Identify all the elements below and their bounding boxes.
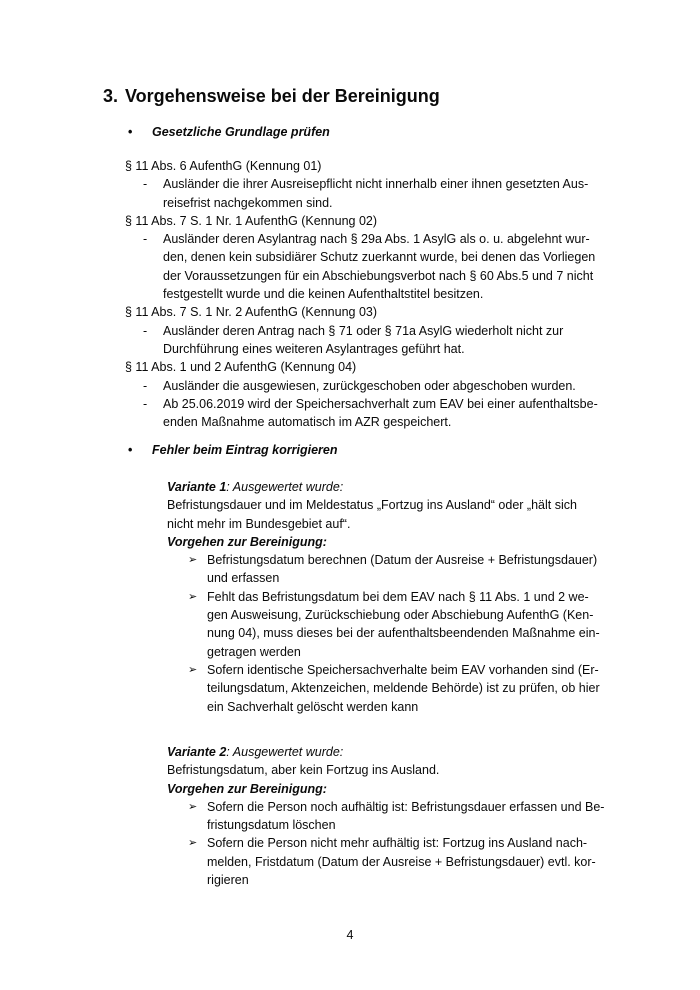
step-item: [188, 661, 700, 716]
line: Ausländer die ihrer Ausreisepflicht nicht innerhalb einer ihnen gesetzten Aus-: [163, 177, 589, 192]
list-item-text: [163, 230, 595, 303]
line: rigieren: [207, 873, 249, 888]
line: getragen werden: [207, 644, 301, 659]
variant-heading: [167, 478, 700, 496]
line: Befristungsdatum berechnen (Datum der Ausreise + Befristungsdauer): [207, 553, 598, 568]
step-text: [207, 798, 604, 835]
variant-heading: [167, 743, 700, 761]
section-heading-label: Gesetzliche Grundlage prüfen: [152, 125, 330, 139]
list-item-text: [163, 395, 598, 432]
line: Ausländer deren Asylantrag nach § 29a Abs. 1 AsylG als o. u. abgelehnt wur-: [163, 232, 590, 247]
list-item: [143, 230, 700, 303]
line: melden, Fristdatum (Datum der Ausreise + Befristungsdauer) evtl. kor-: [207, 854, 596, 869]
arrow-icon: ➢: [188, 837, 198, 850]
line: der Voraussetzungen für ein Abschiebungsverbot nach § 60 Abs.5 und 7 nicht: [163, 268, 594, 283]
variant-subtitle: : Ausgewertet wurde:: [226, 480, 344, 494]
variant-2-block: [0, 743, 700, 889]
step-text: [207, 551, 597, 588]
step-text: [207, 588, 600, 661]
page-title: [103, 85, 440, 107]
line: und erfassen: [207, 571, 280, 586]
procedure-heading: Vorgehen zur Bereinigung:: [167, 534, 327, 549]
line: Sofern identische Speichersachverhalte beim EAV vorhanden sind (Er-: [207, 662, 599, 677]
line: Ausländer die ausgewiesen, zurückgeschoben oder abgeschoben wurden.: [163, 378, 576, 393]
law-reference: § 11 Abs. 7 S. 1 Nr. 1 AufenthG (Kennung 02): [125, 213, 378, 228]
variant-label: Variante 1: [167, 480, 227, 494]
list-item: [143, 322, 700, 359]
line: Sofern die Person noch aufhältig ist: Befristungsdauer erfassen und Be-: [207, 799, 605, 814]
step-item: [188, 551, 700, 588]
arrow-icon: ➢: [188, 663, 198, 676]
list-item: [143, 175, 700, 212]
bullet-icon: •: [128, 443, 133, 457]
body-line: nicht mehr im Bundesgebiet auf“.: [167, 516, 351, 531]
line: Sofern die Person nicht mehr aufhältig ist: Fortzug ins Ausland nach-: [207, 836, 588, 851]
line: teilungsdatum, Aktenzeichen, meldende Behörde) ist zu prüfen, ob hier: [207, 681, 600, 696]
legal-basis-block: [0, 157, 700, 431]
arrow-icon: ➢: [188, 590, 198, 603]
line: Fehlt das Befristungsdatum bei dem EAV nach § 11 Abs. 1 und 2 we-: [207, 589, 589, 604]
variant-subtitle: : Ausgewertet wurde:: [226, 745, 344, 759]
line: ein Sachverhalt gelöscht werden kann: [207, 699, 419, 714]
arrow-icon: ➢: [188, 554, 198, 567]
line: reisefrist nachgekommen sind.: [163, 195, 333, 210]
list-item-text: [163, 322, 563, 359]
body-line: Befristungsdauer und im Meldestatus „Fortzug ins Ausland“ oder „hält sich: [167, 498, 577, 513]
section-heading-legal: [128, 123, 330, 141]
heading-text: Vorgehensweise bei der Bereinigung: [125, 86, 440, 106]
line: Ausländer deren Antrag nach § 71 oder § 71a AsylG wiederholt nicht zur: [163, 323, 564, 338]
dash-icon: -: [143, 378, 148, 393]
line: Ab 25.06.2019 wird der Speichersachverhalt zum EAV bei einer aufenthaltsbe-: [163, 396, 598, 411]
line: gen Ausweisung, Zurückschiebung oder Abschiebung AufenthG (Ken-: [207, 608, 594, 623]
dash-icon: -: [143, 177, 148, 192]
dash-icon: -: [143, 396, 148, 411]
list-item-text: [163, 175, 588, 212]
body-line: Befristungsdatum, aber kein Fortzug ins Ausland.: [167, 763, 440, 778]
variant-label: Variante 2: [167, 745, 227, 759]
dash-icon: -: [143, 232, 148, 247]
list-item: [143, 377, 700, 395]
step-text: [207, 834, 596, 889]
line: den, denen kein subsidiärer Schutz zuerkannt wurde, bei denen das Vorliegen: [163, 250, 596, 265]
step-item: [188, 798, 700, 835]
line: enden Maßnahme automatisch im AZR gespeichert.: [163, 415, 452, 430]
bullet-icon: •: [128, 125, 133, 139]
line: Durchführung eines weiteren Asylantrages geführt hat.: [163, 341, 465, 356]
variant-1-block: [0, 478, 700, 716]
section-heading-fix: [128, 441, 337, 459]
section-heading-label: Fehler beim Eintrag korrigieren: [152, 443, 338, 457]
heading-number: 3.: [103, 86, 119, 106]
law-reference: § 11 Abs. 1 und 2 AufenthG (Kennung 04): [125, 360, 357, 375]
dash-icon: -: [143, 323, 148, 338]
list-item: [143, 395, 700, 432]
step-text: [207, 661, 600, 716]
line: festgestellt wurde und die keinen Aufenthaltstitel besitzen.: [163, 287, 484, 302]
arrow-icon: ➢: [188, 800, 198, 813]
law-reference: § 11 Abs. 6 AufenthG (Kennung 01): [125, 159, 322, 173]
line: fristungsdatum löschen: [207, 818, 336, 833]
page-number: 4: [346, 928, 354, 942]
step-item: [188, 834, 700, 889]
procedure-heading: Vorgehen zur Bereinigung:: [167, 781, 327, 796]
line: nung 04), muss dieses bei der aufenthaltsbeendenden Maßnahme ein-: [207, 626, 600, 641]
step-item: [188, 588, 700, 661]
law-reference: § 11 Abs. 7 S. 1 Nr. 2 AufenthG (Kennung 03): [125, 305, 378, 320]
list-item-text: [163, 377, 576, 395]
